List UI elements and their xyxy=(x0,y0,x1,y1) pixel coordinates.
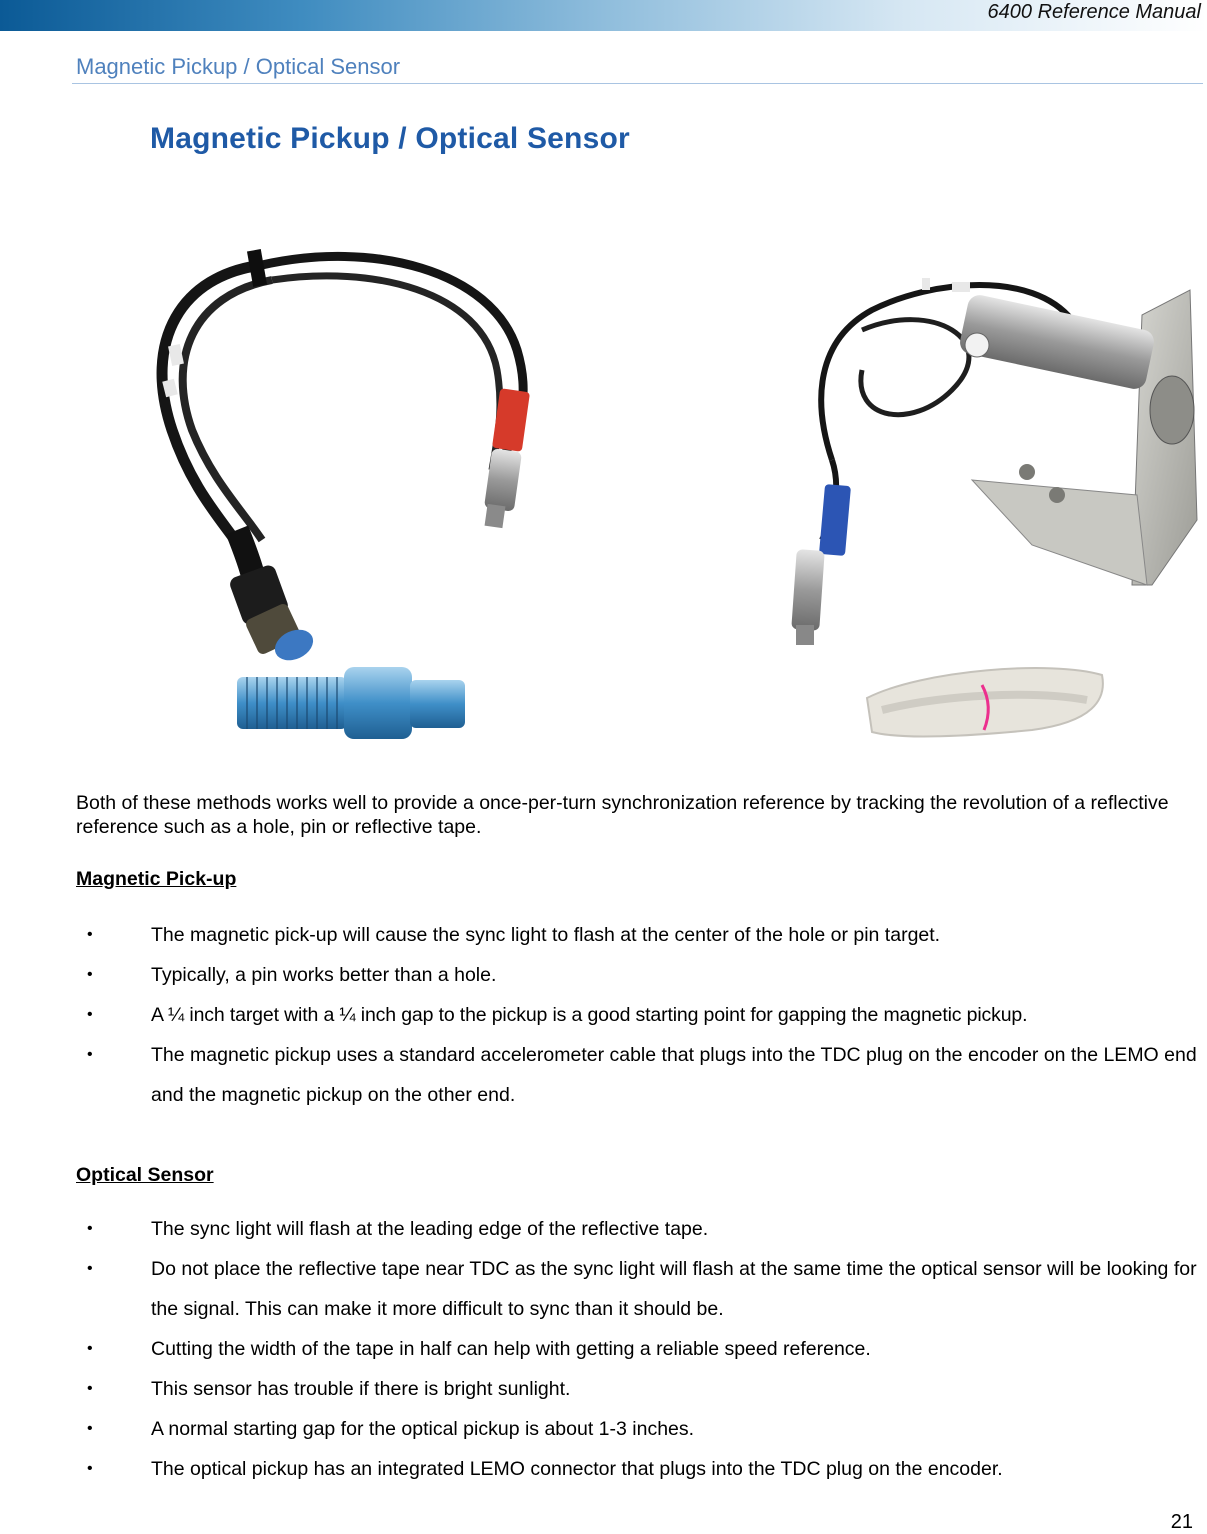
bullet-icon: • xyxy=(87,1006,93,1023)
section-title: Magnetic Pickup / Optical Sensor xyxy=(76,54,401,79)
section-divider xyxy=(72,83,1203,84)
list-item: • The magnetic pick-up will cause the sync light to flash at the center of the hole or pin target. xyxy=(76,915,1204,955)
list-item: • This sensor has trouble if there is bright sunlight. xyxy=(76,1369,1204,1409)
bullet-icon: • xyxy=(87,1220,93,1237)
list-item: • Typically, a pin works better than a hole. xyxy=(76,955,1204,995)
list-item: • Cutting the width of the tape in half can help with getting a reliable speed reference. xyxy=(76,1329,1204,1369)
optical-sensor xyxy=(791,278,1197,645)
optical-sensor-heading: Optical Sensor xyxy=(76,1164,214,1186)
figure-title: Magnetic Pickup / Optical Sensor xyxy=(150,122,630,155)
bullet-icon: • xyxy=(87,966,93,983)
product-photo xyxy=(72,100,1203,760)
threaded-adapter xyxy=(237,667,465,739)
bullet-icon: • xyxy=(87,1046,93,1063)
bullet-icon: • xyxy=(87,1340,93,1357)
intro-paragraph: Both of these methods works well to provide a once-per-turn synchronization reference by tracking the revolution of a reflective reference such as a hole, pin or reflective tape. xyxy=(76,792,1169,838)
list-item: • A normal starting gap for the optical pickup is about 1-3 inches. xyxy=(76,1409,1204,1449)
list-item: • The sync light will flash at the leading edge of the reflective tape. xyxy=(76,1209,1204,1249)
magnetic-pickup-list xyxy=(76,915,1204,1115)
bullet-icon: • xyxy=(87,926,93,943)
list-item: • Do not place the reflective tape near TDC as the sync light will flash at the same time the optical sensor will be looking for the signal. This can make it more difficult to sync than it should be. xyxy=(76,1249,1204,1329)
reflective-tape xyxy=(867,668,1103,736)
list-item: • A ¼ inch target with a ¼ inch gap to the pickup is a good starting point for gapping the magnetic pickup. xyxy=(76,995,1204,1035)
list-item: • The optical pickup has an integrated LEMO connector that plugs into the TDC plug on the encoder. xyxy=(76,1449,1204,1489)
bullet-icon: • xyxy=(87,1260,93,1277)
list-item: • The magnetic pickup uses a standard accelerometer cable that plugs into the TDC plug on the encoder on the LEMO end and the magnetic pickup on the other end. xyxy=(76,1035,1204,1115)
manual-title: 6400 Reference Manual xyxy=(987,1,1201,23)
magnetic-pickup-cable xyxy=(162,249,530,666)
magnetic-pickup-heading: Magnetic Pick-up xyxy=(76,868,237,890)
page-number: 21 xyxy=(1170,1511,1193,1533)
bullet-icon: • xyxy=(87,1420,93,1437)
bullet-icon: • xyxy=(87,1460,93,1477)
optical-sensor-list xyxy=(76,1209,1204,1489)
bullet-icon: • xyxy=(87,1380,93,1397)
